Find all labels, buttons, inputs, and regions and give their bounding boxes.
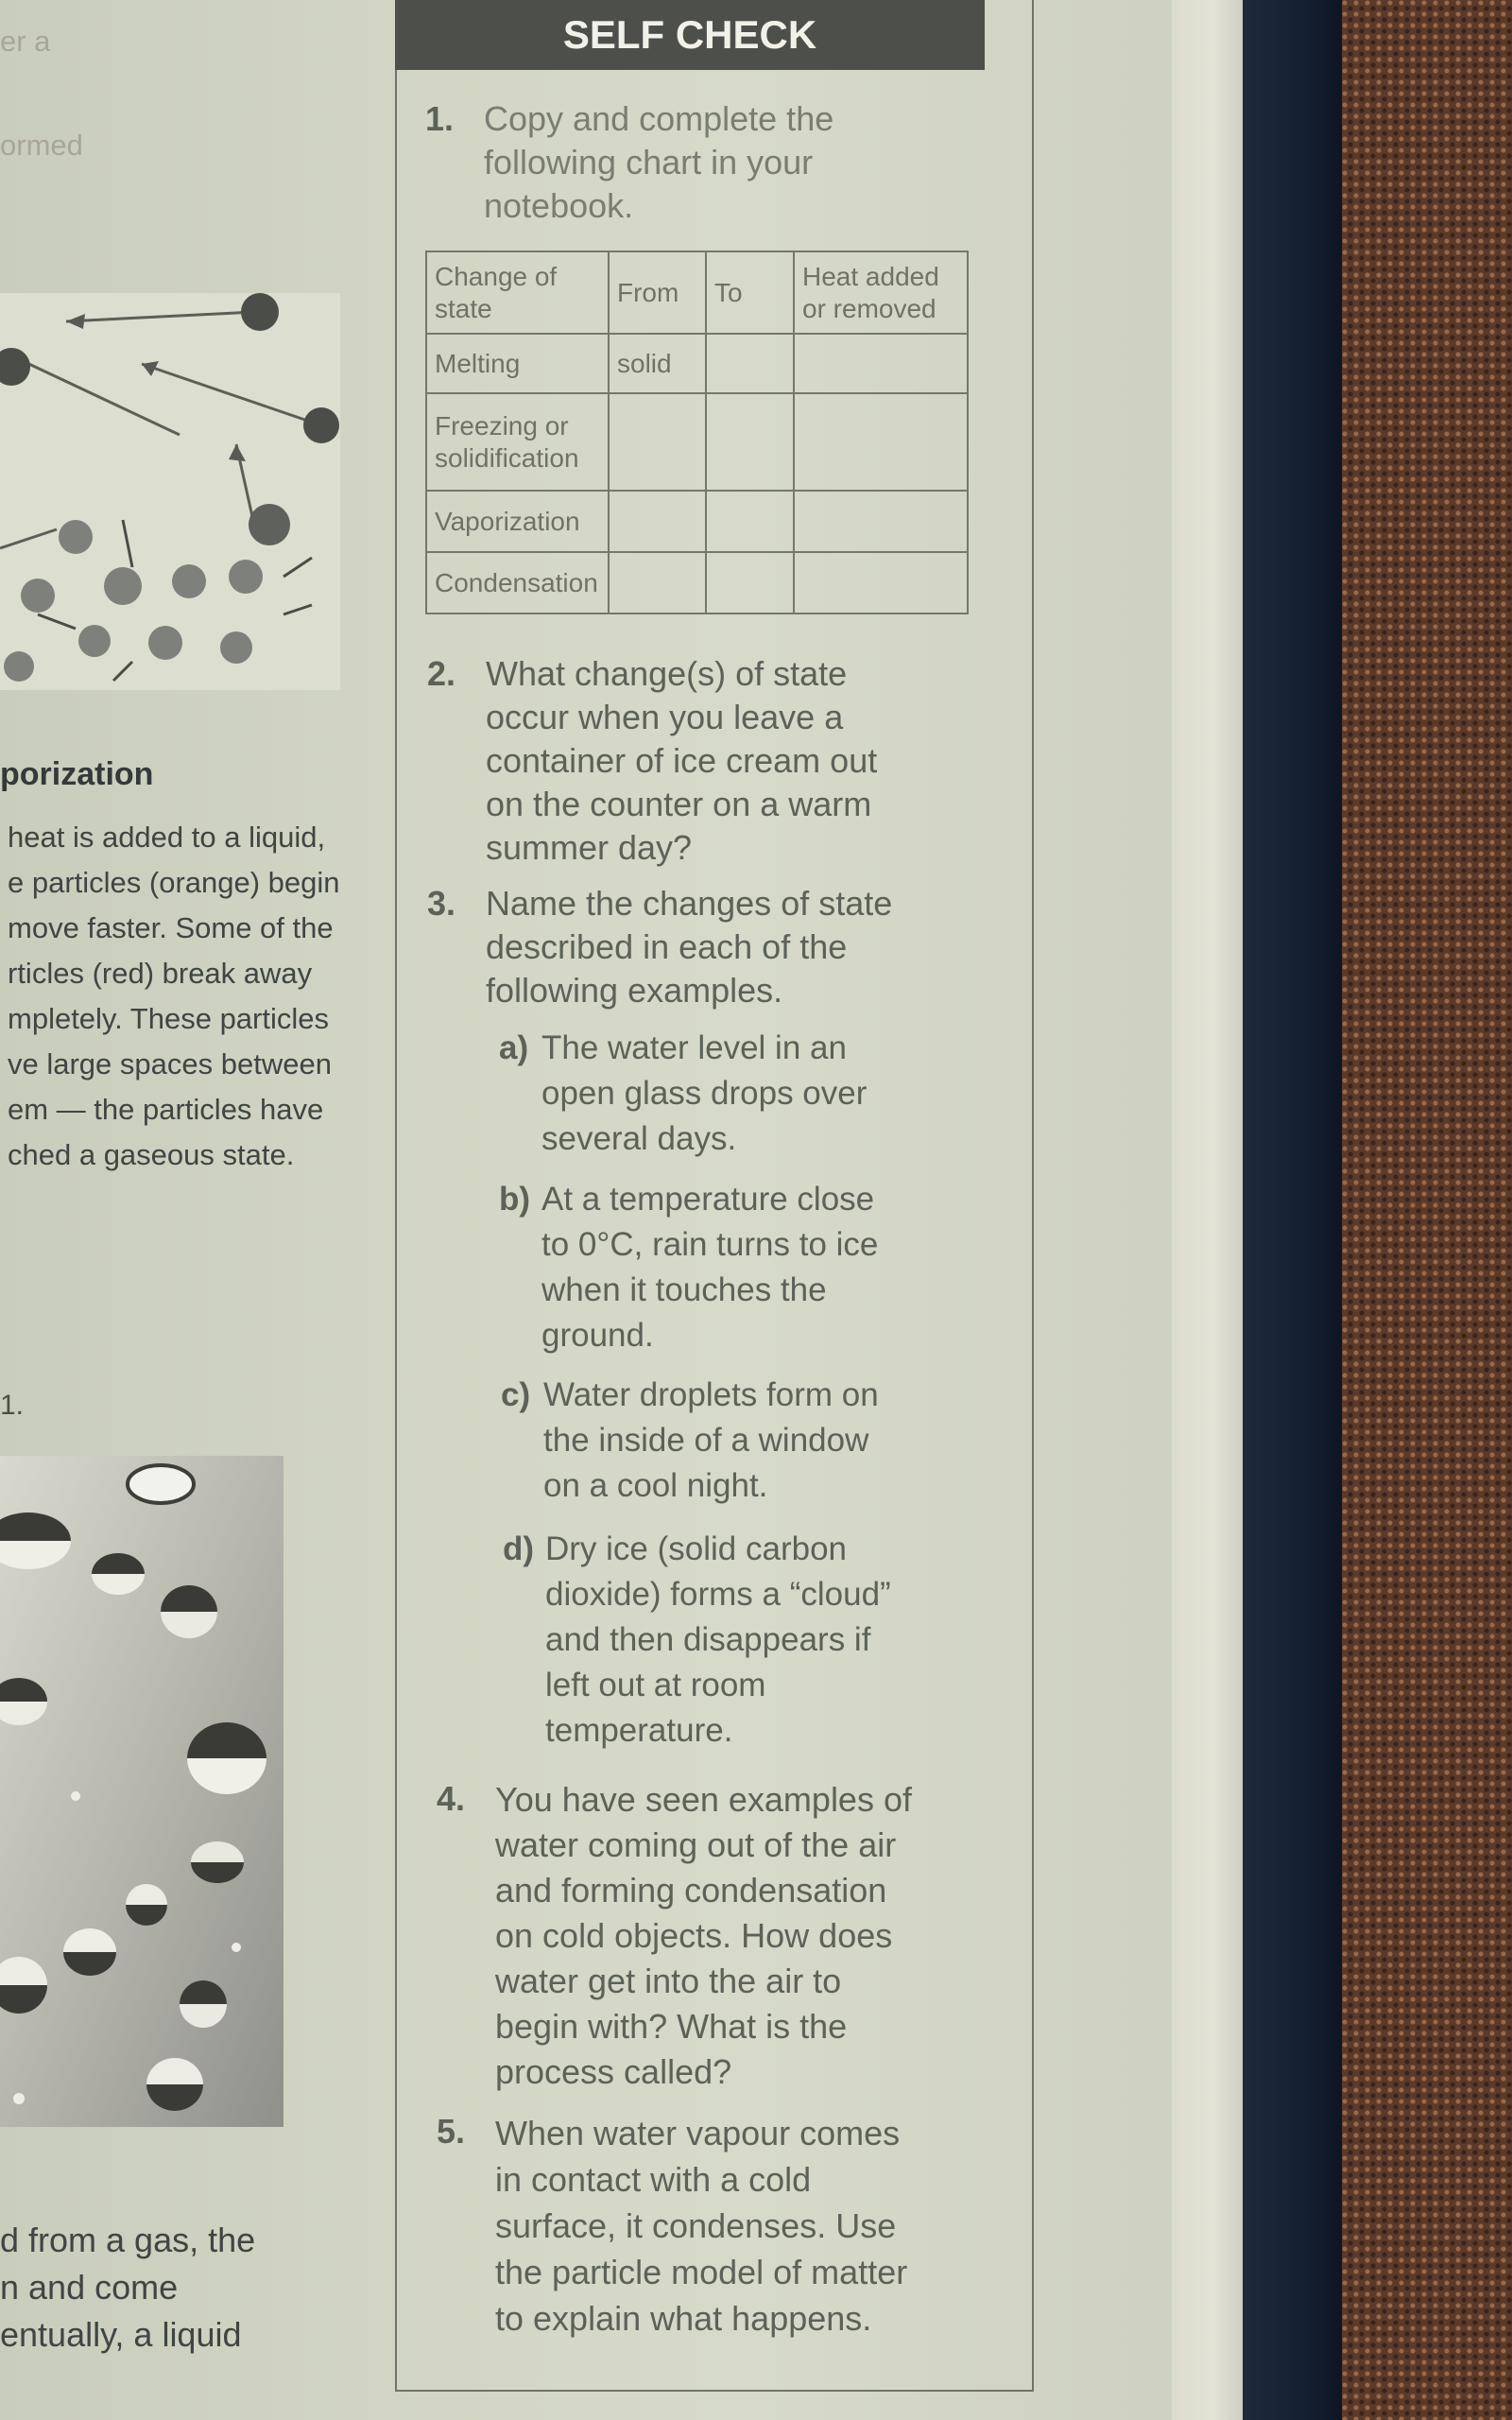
book-cover [1243, 0, 1342, 2420]
fabric-background [1342, 0, 1512, 2420]
chart-cell [794, 334, 968, 393]
left-body-text: heat is added to a liquid, e particles (orange) begin move faster. Some of the rticles (red) break away mpletely. These particles ve large spaces between em — the particles have ched a gaseous state. [8, 821, 340, 1171]
self-check-title: SELF CHECK [395, 0, 985, 70]
question-number: 5. [437, 2112, 466, 2151]
chart-cell [609, 491, 706, 552]
chart-cell [706, 552, 794, 614]
chart-cell: Vaporization [426, 491, 609, 552]
part-text: Water droplets form on the inside of a window on a cool night. [543, 1376, 879, 1504]
chart-cell [706, 393, 794, 491]
chart-cell: Melting [426, 334, 609, 393]
figure-label: 1. [0, 1390, 25, 1421]
chart-cell [794, 552, 968, 614]
question-text: When water vapour comes in contact with a cold surface, it condenses. Use the particle model of matter to explain what happens. [495, 2114, 908, 2338]
part-text: At a temperature close to 0°C, rain turns to ice when it touches the ground. [541, 1181, 879, 1354]
chart-header-cell: Heat added or removed [794, 251, 968, 334]
part-text: The water level in an open glass drops over several days. [541, 1029, 868, 1157]
part-label: a) [499, 1029, 529, 1066]
part-label: d) [503, 1530, 535, 1567]
question-number: 3. [427, 884, 456, 923]
chart-row [426, 491, 968, 552]
left-fragment-top-2: ormed [0, 129, 83, 162]
part-text: Dry ice (solid carbon dioxide) forms a “cloud” and then disappears if left out at room temperature. [545, 1530, 891, 1749]
left-heading: porization [0, 756, 154, 792]
particle-diagram [0, 293, 340, 690]
question-number: 2. [427, 654, 456, 693]
chart-cell [609, 393, 706, 491]
droplet-photo [0, 1456, 284, 2127]
question-text: Copy and complete the following chart in your notebook. [484, 99, 834, 225]
chart-row [426, 552, 968, 614]
chart-header-row [426, 251, 968, 334]
chart-cell: Condensation [426, 552, 609, 614]
chart-header-cell: From [609, 251, 706, 334]
question-text: Name the changes of state described in each of the following examples. [486, 884, 893, 1010]
question-text: What change(s) of state occur when you leave a container of ice cream out on the counter on a warm summer day? [486, 654, 878, 867]
chart-cell [706, 491, 794, 552]
page-edge [1172, 0, 1243, 2420]
left-fragment-top-1: er a [0, 25, 51, 58]
change-of-state-chart [425, 251, 969, 614]
chart-header-cell: To [706, 251, 794, 334]
chart-cell [794, 491, 968, 552]
question-number: 1. [425, 99, 455, 138]
part-label: c) [501, 1376, 531, 1413]
chart-cell [609, 552, 706, 614]
chart-cell: Freezing or solidification [426, 393, 609, 491]
question-text: You have seen examples of water coming out of the air and forming condensation on cold objects. How does water get into the air to begin with? What is the process called? [495, 1780, 912, 2091]
chart-header-cell: Change of state [426, 251, 609, 334]
left-bottom-text: d from a gas, the n and come entually, a liquid [0, 2221, 256, 2354]
question-number: 4. [437, 1779, 466, 1818]
part-label: b) [499, 1181, 531, 1218]
chart-row [426, 393, 968, 491]
chart-cell: solid [609, 334, 706, 393]
chart-cell [706, 334, 794, 393]
chart-cell [794, 393, 968, 491]
chart-row [426, 334, 968, 393]
